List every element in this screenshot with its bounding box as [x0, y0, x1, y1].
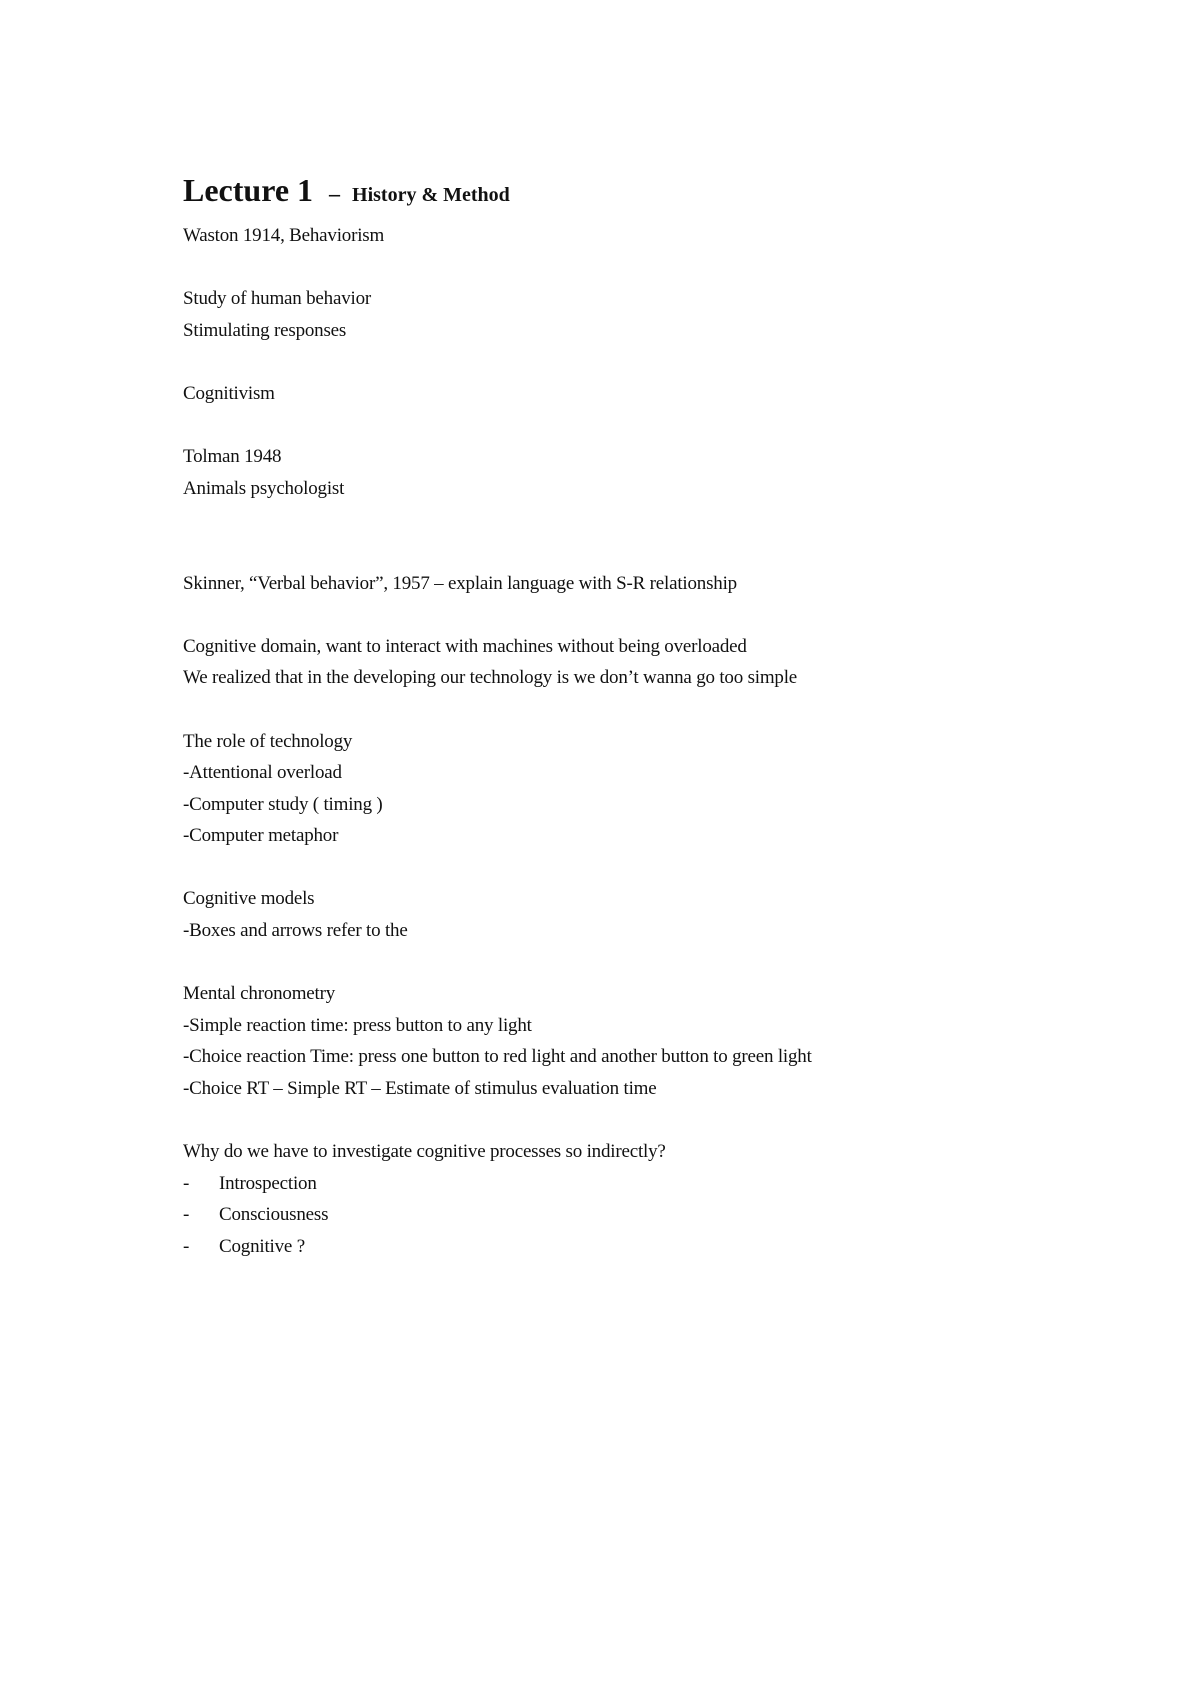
- text-line: Why do we have to investigate cognitive processes so indirectly?: [183, 1141, 666, 1163]
- bullet-item: [183, 1231, 1083, 1263]
- text-line: Cognitive models: [183, 888, 315, 910]
- text-line: Tolman 1948: [183, 446, 282, 468]
- text-line: -Boxes and arrows refer to the: [183, 920, 408, 942]
- text-line: Waston 1914, Behaviorism: [183, 225, 385, 246]
- document-body: [183, 170, 1083, 1263]
- bullet-text: Cognitive ?: [219, 1236, 305, 1257]
- blank-line: [183, 346, 1083, 378]
- bullet-item: [183, 1168, 1083, 1200]
- text-line: -Computer metaphor: [183, 825, 339, 847]
- page-title: [183, 170, 1083, 220]
- bullet-item: [183, 1199, 1083, 1231]
- text-line: The role of technology: [183, 730, 353, 752]
- blank-line: [183, 599, 1083, 631]
- blank-line: [183, 947, 1083, 979]
- text-line: Skinner, “Verbal behavior”, 1957 – explain language with S-R relationship: [183, 572, 737, 594]
- text-line: Stimulating responses: [183, 319, 347, 341]
- title-subtitle: History & Method: [352, 184, 510, 206]
- blank-line: [183, 504, 1083, 536]
- text-line: -Attentional overload: [183, 762, 342, 784]
- text-line: -Simple reaction time: press button to any light: [183, 1014, 532, 1036]
- blank-line: [183, 536, 1083, 568]
- bullet-marker: -: [183, 1236, 190, 1257]
- bullet-list: [183, 1168, 1083, 1263]
- blank-line: [183, 694, 1083, 726]
- text-line: Cognitive domain, want to interact with machines without being overloaded: [183, 635, 747, 657]
- text-lines: [183, 220, 1083, 1168]
- blank-line: [183, 1105, 1083, 1137]
- blank-line: [183, 852, 1083, 884]
- bullet-marker: -: [183, 1172, 190, 1194]
- text-line: Cognitivism: [183, 382, 275, 404]
- text-line: Animals psychologist: [183, 477, 345, 499]
- text-line: -Computer study ( timing ): [183, 793, 383, 815]
- text-line: -Choice reaction Time: press one button to red light and another button to green light: [183, 1046, 812, 1068]
- text-line: Study of human behavior: [183, 288, 372, 310]
- text-line: -Choice RT – Simple RT – Estimate of stimulus evaluation time: [183, 1078, 657, 1100]
- title-separator: –: [329, 181, 341, 206]
- title-main: Lecture 1: [183, 172, 314, 208]
- blank-line: [183, 252, 1083, 284]
- bullet-marker: -: [183, 1204, 190, 1226]
- blank-line: [183, 410, 1083, 442]
- text-line: We realized that in the developing our technology is we don’t wanna go too simple: [183, 667, 798, 689]
- text-line: Mental chronometry: [183, 983, 336, 1005]
- bullet-text: Consciousness: [219, 1204, 329, 1226]
- bullet-text: Introspection: [219, 1172, 317, 1194]
